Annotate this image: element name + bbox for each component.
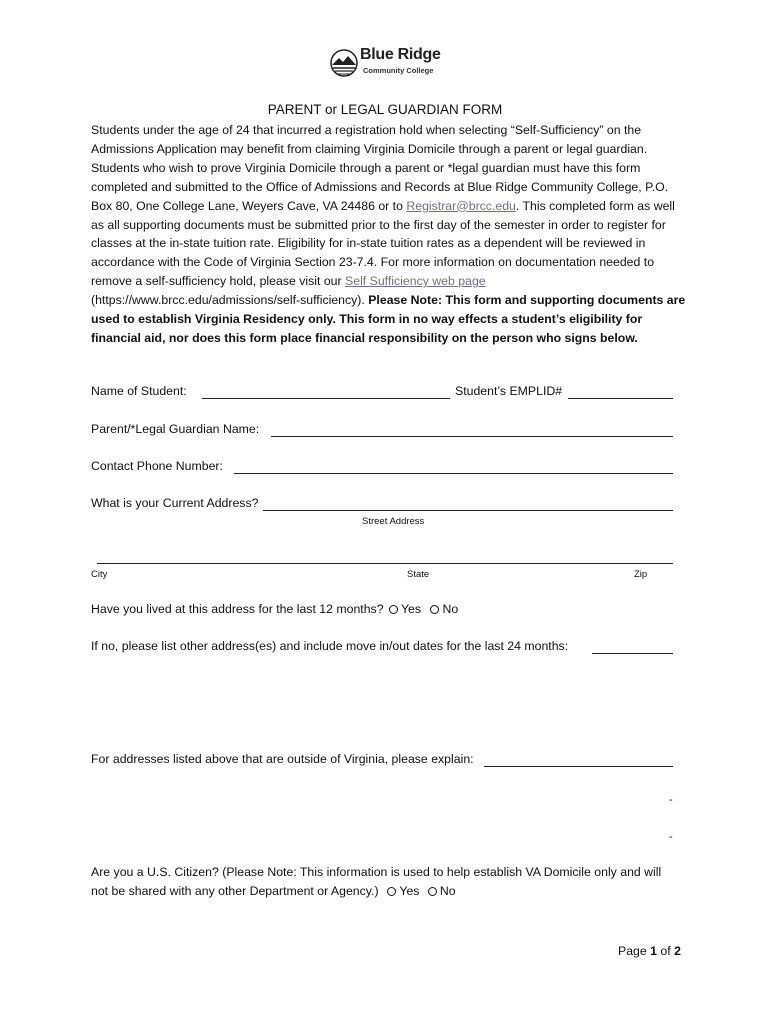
registrar-email-link[interactable]: Registrar@brcc.edu [406,198,516,213]
student-name-label: Name of Student: [91,384,187,398]
citizen-no-radio[interactable] [428,887,437,896]
intro-text-3: (https://www.brcc.edu/admissions/self-sufficiency). [91,293,369,308]
citizen-question [91,884,456,898]
intro-text-1: Students under the age of 24 that incurred a registration hold when selecting “Self-Sufficiency” on the Admissions Application may benefit from claiming Virginia Domicile through a parent or legal guardian. Students who wish to prove Virginia Domicile through a parent or *legal guardian must have this form completed and submitted to the Office of Admissions and Records at Blue Ridge Community College, P.O. Box 80, One College Lane, Weyers Cave, VA 24486 or to [91,123,669,213]
intro-text-2: . This completed form as well as all supporting documents must be submitted prior to the first day of the semester in order to register for classes at the in-state tuition rate. Eligibility for in-state tuition rates as a dependent will be reviewed in accordance with the Code of Virginia Section 23-7.4. For more information on documentation needed to remove a self-sufficiency hold, please visit our [91,198,675,289]
citizen-question-line1: Are you a U.S. Citizen? (Please Note: This information is used to help establish VA Domicile only and will [91,865,662,879]
guardian-name-field[interactable] [271,436,673,437]
lived-yes-label: Yes [400,602,422,616]
citizen-no-label: No [439,884,456,898]
lived-yes-radio[interactable] [389,605,398,614]
guardian-name-label: Parent/*Legal Guardian Name: [91,422,260,436]
street-address-field[interactable] [263,510,673,511]
page-number [618,944,681,958]
student-name-field[interactable] [202,398,450,399]
lived-question-text: Have you lived at this address for the last 12 months? [91,602,384,616]
logo-subtitle: Community College [363,66,434,75]
city-caption: City [91,569,108,580]
emplid-label: Student’s EMPLID# [455,384,563,398]
self-sufficiency-link[interactable]: Self Sufficiency web page [345,274,486,289]
state-caption: State [407,569,430,580]
address-label: What is your Current Address? [91,496,259,510]
citizen-question-line2: not be shared with any other Department or Agency.) [91,884,379,898]
form-title: PARENT or LEGAL GUARDIAN FORM [267,102,503,117]
outside-va-field[interactable] [484,766,673,767]
city-state-zip-field[interactable] [97,563,673,564]
page-word: Page [618,944,647,958]
lived-no-radio[interactable] [430,605,439,614]
intro-note: Please Note: This form and supporting documents are used to establish Virginia Residency only. This form in no way effects a student’s eligibility for financial aid, nor does this form place financial responsibility on the person who signs below. [91,293,686,345]
street-address-caption: Street Address [362,516,425,527]
citizen-yes-label: Yes [399,884,420,898]
explain-line-2: - [669,831,673,843]
page-total: 2 [674,944,681,958]
emplid-field[interactable] [568,398,673,399]
other-address-field[interactable] [592,653,673,654]
explain-line-1: - [669,794,673,806]
logo-name: Blue Ridge [360,46,441,63]
citizen-yes-radio[interactable] [387,887,396,896]
zip-caption: Zip [634,569,648,580]
intro-paragraph [91,121,691,348]
page-of: of [660,944,671,958]
lived-no-label: No [442,602,459,616]
other-address-question: If no, please list other address(es) and include move in/out dates for the last 24 months: [91,639,569,653]
lived-question [91,602,458,616]
phone-label: Contact Phone Number: [91,459,223,473]
page-current: 1 [650,944,657,958]
phone-field[interactable] [234,473,673,474]
outside-va-question: For addresses listed above that are outside of Virginia, please explain: [91,752,474,766]
